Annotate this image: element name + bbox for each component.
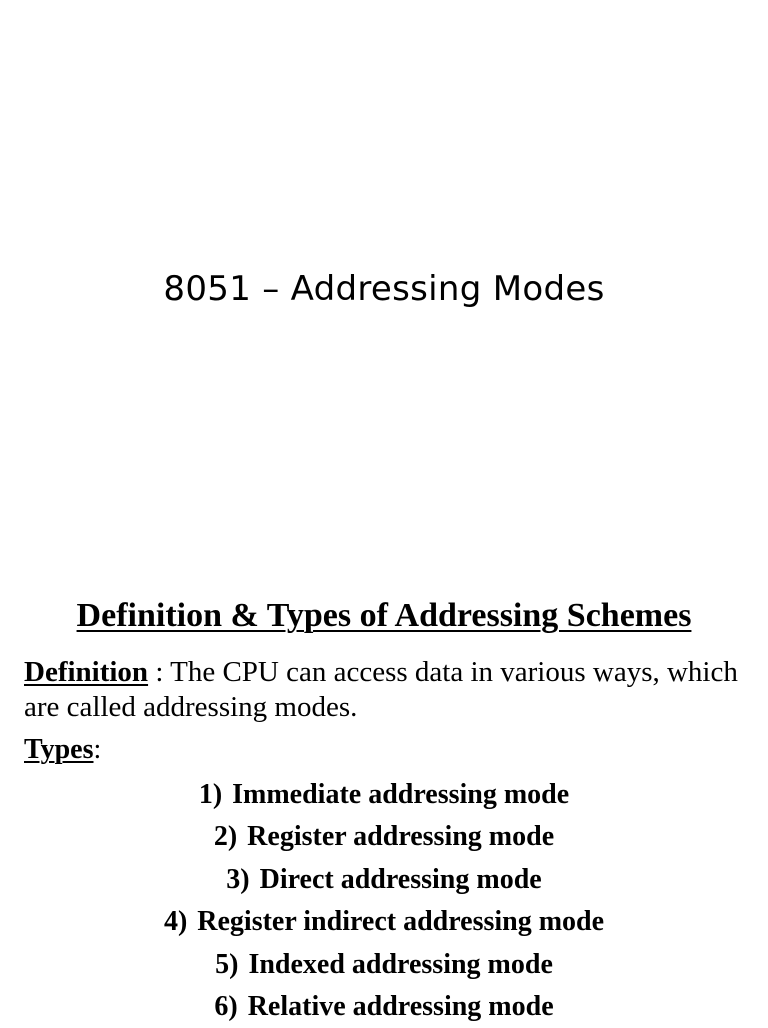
item-number: 3) [226,863,250,895]
item-label: Relative addressing mode [247,990,554,1022]
content-slide [0,576,768,1024]
definition-text: The CPU can access data in various ways, which are called addressing modes. [24,656,738,723]
item-label: Register indirect addressing mode [197,906,605,938]
item-number: 4) [163,906,188,938]
item-number: 5) [215,948,239,980]
item-label: Direct addressing mode [259,863,542,895]
item-label: Indexed addressing mode [248,948,553,980]
types-colon: : [93,734,102,765]
slide-title: 8051 – Addressing Modes [163,269,605,309]
item-number: 6) [214,990,238,1022]
list-item [0,944,768,986]
types-heading [24,733,101,767]
list-item [0,901,768,943]
item-label: Immediate addressing mode [232,779,570,810]
item-number: 1) [198,779,223,810]
list-item [0,774,768,816]
definition-separator: : [148,656,171,688]
slide-heading: Definition & Types of Addressing Schemes [76,597,692,634]
definition-paragraph [24,655,744,725]
list-item [0,859,768,901]
item-number: 2) [213,821,238,853]
types-list [0,774,768,1028]
definition-label: Definition [24,656,149,688]
list-item [0,986,768,1028]
item-label: Register addressing mode [247,821,555,853]
types-label: Types [24,734,94,765]
list-item [0,816,768,858]
